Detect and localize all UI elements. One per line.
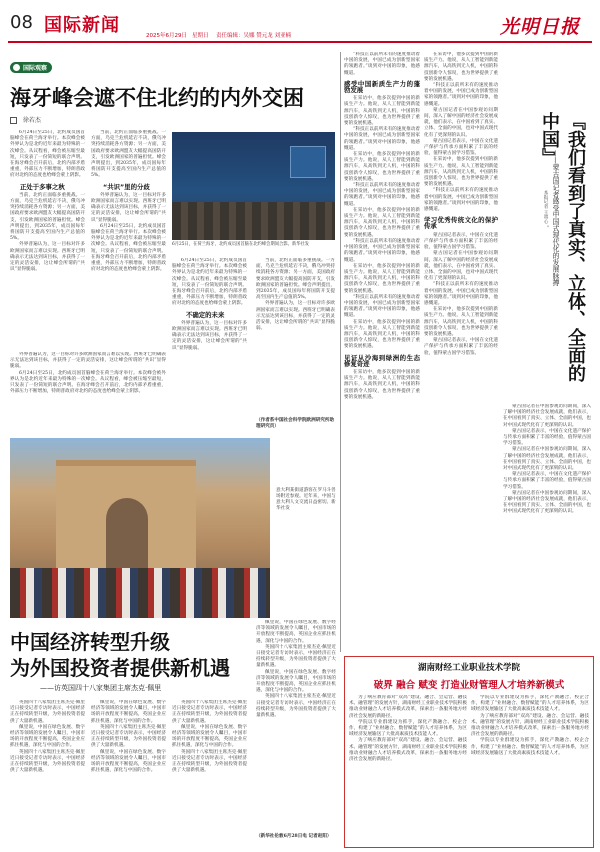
- ad-box: [344, 656, 594, 848]
- issue-weekday: 星期日: [192, 33, 209, 39]
- article2-subtitle: ——访英国四十八家集团主席杰克·佩里: [40, 684, 162, 692]
- rome-street-photo: [10, 438, 270, 618]
- page-number: 08: [10, 12, 33, 33]
- subhead-2: “共识”里的分歧: [103, 182, 150, 191]
- audience-silhouettes: [172, 202, 335, 240]
- ad-col1: 为了响应教育部对“双高”建设、融合、会运营、融技术、融管理”的发展方针，湖南财经工业职业技术学院积极推动业财融合人才培养模式改革，探索出一条服务地方经济社会发展的新路径。 学院以专业群建设为抓手，深化产教融合、校企合作，构建了“业财融合、数智赋能”的人才培养体系，为区域经济发展输送了大批高素质技术技能人才。 为了响应教育部对“双高”建设、融合、会运营、融技术、融管理”的发展方针，湖南财经工业职业技术学院积极推动业财融合人才培养模式改革，探索出一条服务地方经济社会发展的新路径。: [349, 695, 467, 763]
- ad-school-name: 湖南财经工业职业技术学院: [417, 663, 520, 673]
- byline-box-icon: [10, 117, 17, 124]
- article1-col1: 6月24日至25日，北约成员国首脑峰会在荷兰海牙举行。本次峰会被外界认为是北约近年来最为特殊的一次峰会。从议程看，峰会被压缩至最短，只发表了一份简短的联合声明。在海牙峰会召开前后，北约内部矛盾重重，外部压力不断增加，特朗普政府对北约的态度也给峰会蒙上阴影。 正处于多事之秋 当前，北约正面临多重挑战。一方面，乌克兰危机延宕不决，俄乌冲突持续消耗各方资源；另一方面，美国政府要求欧洲盟友大幅提高国防开支，引发欧洲国家的普遍担忧。峰会声明提出，到2035年，成员国每年将国防开支提高至国内生产总值的5%。 外界普遍认为，这一目标对许多欧洲国家而言难以实现。西班牙已明确表示无法达到该目标，并获得了一定的灵活安排，这让峰会所谓的“共识”显得脆弱。: [10, 130, 85, 273]
- subhead-1: 正处于多事之秋: [20, 182, 65, 191]
- ad-headline: 破界 融合 赋变 打造业财管理人才培养新模式: [373, 680, 565, 691]
- article1-col3: 6月24日至25日，北约成员国首脑峰会在荷兰海牙举行。本次峰会被外界认为是北约近年来最为特殊的一次峰会。从议程看，峰会被压缩至最短，只发表了一份简短的联合声明。在海牙峰会召开前后，北约内部矛盾重重，外部压力不断增加，特朗普政府对北约的态度也给峰会蒙上阴影。 不确定的未来 外界普遍认为，这一目标对许多欧洲国家而言难以实现。西班牙已明确表示无法达到该目标，并获得了一定的灵活安排，这让峰会所谓的“共识”显得脆弱。: [172, 258, 247, 351]
- subhead-culture: 学习优秀传统文化的保护传承: [424, 216, 498, 231]
- article1-col4: 当前，北约正面临多重挑战。一方面，乌克兰危机延宕不决，俄乌冲突持续消耗各方资源；另一方面，美国政府要求欧洲盟友大幅提高国防开支，引发欧洲国家的普遍担忧。峰会声明提出，到2035年，成员国每年将国防开支提高至国内生产总值的5%。 外界普遍认为，这一目标对许多欧洲国家而言难以实现。西班牙已明确表示无法达到该目标，并获得了一定的灵活安排，这让峰会所谓的“共识”显得脆弱。: [256, 258, 335, 332]
- subhead-productivity: 感受中国新质生产力的蓬勃发展: [344, 79, 420, 95]
- page-header: [0, 0, 600, 46]
- article2-col4: 佩里说，中国在绿色发展、数字经济等领域的发展令人瞩目，中国市场的开放程度不断提高，英国企业应抓住机遇，深化与中国的合作。 英国四十八家集团主席杰克·佩里近日接受记者专访时表示，中国经济正在持续转型升级，为外国投资者提供了大量新机遇。 佩里说，中国在绿色发展、数字经济等领域的发展令人瞩目，中国市场的开放程度不断提高，英国企业应抓住机遇，深化与中国的合作。 英国四十八家集团主席杰克·佩里近日接受记者专访时表示，中国经济正在持续转型升级，为外国投资者提供了大量新机遇。: [256, 620, 336, 719]
- article2-headline-1: 中国经济转型升级: [10, 630, 170, 654]
- arch-opening: [106, 498, 148, 570]
- article2-col3: 英国四十八家集团主席杰克·佩里近日接受记者专访时表示，中国经济正在持续转型升级，为外国投资者提供了大量新机遇。 佩里说，中国在绿色发展、数字经济等领域的发展令人瞩目，中国市场的开放程度不断提高，英国企业应抓住机遇，深化与中国的合作。 英国四十八家集团主席杰克·佩里近日接受记者专访时表示，中国经济正在持续转型升级，为外国投资者提供了大量新机遇。: [172, 700, 247, 774]
- interview-headline: 『我们看到了真实、立体、全面的中国』: [539, 112, 586, 382]
- photo-caption-1: 6月25日，在荷兰海牙，北约成员国首脑在北约峰会期间合影。新华社发: [172, 242, 310, 247]
- article1-headline: 海牙峰会遮不住北约的内外交困: [10, 86, 304, 110]
- globe-icon: [13, 64, 20, 71]
- middle-col-b: 在采访中，他多次提到中国的新质生产力。他说，从人工智能到新能源汽车，从高铁到无人机，中国的科技创新令人惊叹，也为世界提供了重要的发展机遇。 “科技正以前所未有的速度推动着中国的发展，中国已成为创新型国家的领跑者。”谈到对中国的印象，他感慨道。 蒙古国记者在中国参观访问期间，深入了解中国的经济社会发展成就，他们表示，在中国看到了真实、立体、全面的中国，也对中国式现代化有了更深刻的认识。 蒙古国记者表示，中国在文化遗产保护与传承方面积累了丰富的经验，值得蒙古国学习借鉴。 在采访中，他多次提到中国的新质生产力。他说，从人工智能到新能源汽车，从高铁到无人机，中国的科技创新令人惊叹，也为世界提供了重要的发展机遇。 “科技正以前所未有的速度推动着中国的发展，中国已成为创新型国家的领跑者。”谈到对中国的印象，他感慨道。 学习优秀传统文化的保护传承 蒙古国记者表示，中国在文化遗产保护与传承方面积累了丰富的经验，值得蒙古国学习借鉴。 蒙古国记者在中国参观访问期间，深入了解中国的经济社会发展成就，他们表示，在中国看到了真实、立体、全面的中国，也对中国式现代化有了更深刻的认识。 “科技正以前所未有的速度推动着中国的发展，中国已成为创新型国家的领跑者。”谈到对中国的印象，他感慨道。 在采访中，他多次提到中国的新质生产力。他说，从人工智能到新能源汽车，从高铁到无人机，中国的科技创新令人惊叹，也为世界提供了重要的发展机遇。 蒙古国记者表示，中国在文化遗产保护与传承方面积累了丰富的经验，值得蒙古国学习借鉴。: [424, 52, 498, 356]
- subhead-3: 不确定的未来: [186, 310, 225, 319]
- issue-date: 2025年6月29日: [146, 33, 187, 39]
- article1-byline: 徐若杰: [10, 115, 41, 124]
- masthead-logo: 光明日报: [500, 16, 581, 38]
- interview-subtitle: ——蒙古国记者感受中国式现代化的发展脉搏: [551, 150, 559, 286]
- crowd-silhouettes: [10, 568, 270, 618]
- section-title: 国际新闻: [44, 15, 120, 36]
- nato-summit-photo: [172, 132, 335, 240]
- article2-col2: 佩里说，中国在绿色发展、数字经济等领域的发展令人瞩目，中国市场的开放程度不断提高，英国企业应抓住机遇，深化与中国的合作。 英国四十八家集团主席杰克·佩里近日接受记者专访时表示，中国经济正在持续转型升级，为外国投资者提供了大量新机遇。 佩里说，中国在绿色发展、数字经济等领域的发展令人瞩目，中国市场的开放程度不断提高，英国企业应抓住机遇，深化与中国的合作。: [91, 700, 166, 774]
- article1-col-left-bottom: 外界普遍认为，这一目标对许多欧洲国家而言难以实现。西班牙已明确表示无法达到该目标，并获得了一定的灵活安排，这让峰会所谓的“共识”显得脆弱。 6月24日至25日，北约成员国首脑峰会在荷兰海牙举行。本次峰会被外界认为是北约近年来最为特殊的一次峰会。从议程看，峰会被压缩至最短，只发表了一份简短的联合声明。在海牙峰会召开前后，北约内部矛盾重重，外部压力不断增加，特朗普政府对北约的态度也给峰会蒙上阴影。: [10, 352, 166, 395]
- header-rule: [8, 41, 592, 43]
- photo-caption-2: 意大利某街道游客在罗马斗兽场附近参观。近年来，中国与意大利人文交流日益密切。新华社发: [276, 488, 336, 511]
- article2-col1: 英国四十八家集团主席杰克·佩里近日接受记者专访时表示，中国经济正在持续转型升级，为外国投资者提供了大量新机遇。 佩里说，中国在绿色发展、数字经济等领域的发展令人瞩目，中国市场的开放程度不断提高，英国企业应抓住机遇，深化与中国的合作。 英国四十八家集团主席杰克·佩里近日接受记者专访时表示，中国经济正在持续转型升级，为外国投资者提供了大量新机遇。: [10, 700, 85, 774]
- article2-headline-2: 为外国投资者提供新机遇: [10, 656, 230, 680]
- middle-col-a: “科技正以前所未有的速度推动着中国的发展，中国已成为创新型国家的领跑者。”谈到对中国的印象，他感慨道。 感受中国新质生产力的蓬勃发展 在采访中，他多次提到中国的新质生产力。他说，从人工智能到新能源汽车，从高铁到无人机，中国的科技创新令人惊叹，也为世界提供了重要的发展机遇。 “科技正以前所未有的速度推动着中国的发展，中国已成为创新型国家的领跑者。”谈到对中国的印象，他感慨道。 在采访中，他多次提到中国的新质生产力。他说，从人工智能到新能源汽车，从高铁到无人机，中国的科技创新令人惊叹，也为世界提供了重要的发展机遇。 “科技正以前所未有的速度推动着中国的发展，中国已成为创新型国家的领跑者。”谈到对中国的印象，他感慨道。 在采访中，他多次提到中国的新质生产力。他说，从人工智能到新能源汽车，从高铁到无人机，中国的科技创新令人惊叹，也为世界提供了重要的发展机遇。 “科技正以前所未有的速度推动着中国的发展，中国已成为创新型国家的领跑者。”谈到对中国的印象，他感慨道。 在采访中，他多次提到中国的新质生产力。他说，从人工智能到新能源汽车，从高铁到无人机，中国的科技创新令人惊叹，也为世界提供了重要的发展机遇。 “科技正以前所未有的速度推动着中国的发展，中国已成为创新型国家的领跑者。”谈到对中国的印象，他感慨道。 在采访中，他多次提到中国的新质生产力。他说，从人工智能到新能源汽车，从高铁到无人机，中国的科技创新令人惊叹，也为世界提供了重要的发展机遇。 见证从沙海到绿洲的生态修复奇迹 在采访中，他多次提到中国的新质生产力。他说，从人工智能到新能源汽车，从高铁到无人机，中国的科技创新令人惊叹，也为世界提供了重要的发展机遇。: [344, 52, 420, 400]
- editors-line: 责任编辑：吴娜 赞元龙 刘亚楠: [216, 33, 291, 39]
- nato-logo-board: [290, 146, 326, 178]
- article2-source: （新华社伦敦6月28日电 记者赵阳）: [256, 834, 332, 839]
- author-note: （作者系中国社会科学院欧洲研究所助理研究员）: [256, 418, 335, 429]
- subhead-ecology: 见证从沙海到绿洲的生态修复奇迹: [344, 353, 420, 368]
- article1-col2: 当前，北约正面临多重挑战。一方面，乌克兰危机延宕不决，俄乌冲突持续消耗各方资源；另一方面，美国政府要求欧洲盟友大幅提高国防开支，引发欧洲国家的普遍担忧。峰会声明提出，到2035年，成员国每年将国防开支提高至国内生产总值的5%。 “共识”里的分歧 外界普遍认为，这一目标对许多欧洲国家而言难以实现。西班牙已明确表示无法达到该目标，并获得了一定的灵活安排，这让峰会所谓的“共识”显得脆弱。 6月24日至25日，北约成员国首脑峰会在荷兰海牙举行。本次峰会被外界认为是北约近年来最为特殊的一次峰会。从议程看，峰会被压缩至最短，只发表了一份简短的联合声明。在海牙峰会召开前后，北约内部矛盾重重，外部压力不断增加，特朗普政府对北约的态度也给峰会蒙上阴影。: [91, 130, 166, 273]
- interview-byline: 本报记者 王将心 ”: [543, 190, 548, 228]
- interview-col: 蒙古国记者在中国参观访问期间，深入了解中国的经济社会发展成就，他们表示，在中国看到了真实、立体、全面的中国，也对中国式现代化有了更深刻的认识。 蒙古国记者表示，中国在文化遗产保护与传承方面积累了丰富的经验，值得蒙古国学习借鉴。 蒙古国记者在中国参观访问期间，深入了解中国的经济社会发展成就，他们表示，在中国看到了真实、立体、全面的中国，也对中国式现代化有了更深刻的认识。 蒙古国记者表示，中国在文化遗产保护与传承方面积累了丰富的经验，值得蒙古国学习借鉴。 蒙古国记者在中国参观访问期间，深入了解中国的经济社会发展成就，他们表示，在中国看到了真实、立体、全面的中国，也对中国式现代化有了更深刻的认识。: [503, 404, 591, 515]
- column-tag: 国际观察: [10, 62, 52, 73]
- ad-col2: 学院以专业群建设为抓手，深化产教融合、校企合作，构建了“业财融合、数智赋能”的人才培养体系，为区域经济发展输送了大批高素质技术技能人才。 为了响应教育部对“双高”建设、融合、会运营、融技术、融管理”的发展方针，湖南财经工业职业技术学院积极推动业财融合人才培养模式改革，探索出一条服务地方经济社会发展的新路径。 学院以专业群建设为抓手，深化产教融合、校企合作，构建了“业财融合、数智赋能”的人才培养体系，为区域经济发展输送了大批高素质技术技能人才。: [471, 695, 589, 756]
